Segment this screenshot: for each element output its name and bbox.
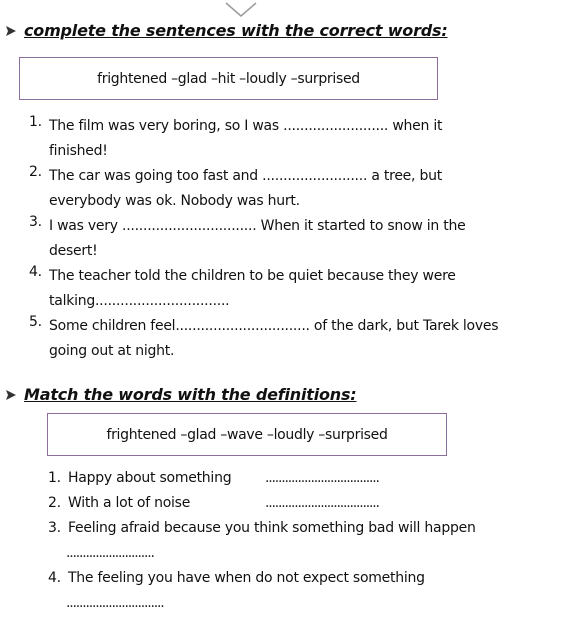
answer-blank: ........................... xyxy=(66,545,154,561)
list-item xyxy=(29,114,498,164)
item-number: 3. xyxy=(29,214,42,230)
sentence-line-1: The film was very boring, so I was ......................... when it xyxy=(49,118,443,134)
answer-blank: ................................... xyxy=(265,495,379,511)
item-number: 2. xyxy=(29,164,42,180)
definition-text: The feeling you have when do not expect something xyxy=(68,570,425,586)
list-item xyxy=(29,264,498,314)
list-item xyxy=(48,491,190,516)
definition-text: Happy about something xyxy=(68,470,232,486)
list-item xyxy=(29,214,498,264)
item-number: 1. xyxy=(29,114,42,130)
word-bank-text: frightened –glad –hit –loudly –surprised xyxy=(97,70,360,87)
sentence-line-1: The car was going too fast and ......................... a tree, but xyxy=(49,168,442,184)
word-bank-box xyxy=(47,413,447,456)
item-number: 4. xyxy=(29,264,42,280)
sentence-line-1: I was very ................................ When it started to snow in the xyxy=(49,218,466,234)
section-title-complete: complete the sentences with the correct words: xyxy=(6,21,448,40)
item-number: 2. xyxy=(48,495,61,511)
list-item xyxy=(48,516,476,541)
item-number: 5. xyxy=(29,314,42,330)
list-item xyxy=(48,466,231,491)
definition-list xyxy=(48,466,558,616)
chevron-down-icon xyxy=(224,0,258,18)
item-number: 3. xyxy=(48,520,61,536)
triangle-bullet-icon xyxy=(6,26,16,36)
definition-text: With a lot of noise xyxy=(68,495,191,511)
sentence-list xyxy=(29,114,498,364)
item-number: 1. xyxy=(48,470,61,486)
sentence-line-1: The teacher told the children to be quiet because they were xyxy=(49,268,456,284)
sentence-line-2: talking................................ xyxy=(49,293,230,309)
word-bank-box xyxy=(19,57,438,100)
sentence-line-2: desert! xyxy=(49,243,98,259)
item-number: 4. xyxy=(48,570,61,586)
word-bank-text: frightened –glad –wave –loudly –surprised xyxy=(106,426,388,443)
sentence-line-1: Some children feel................................ of the dark, but Tarek loves xyxy=(49,318,499,334)
section-title-match: Match the words with the definitions: xyxy=(6,385,356,404)
definition-text: Feeling afraid because you think something bad will happen xyxy=(68,520,476,536)
sentence-line-2: everybody was ok. Nobody was hurt. xyxy=(49,193,300,209)
answer-blank: .............................. xyxy=(66,595,164,611)
sentence-line-2: going out at night. xyxy=(49,343,175,359)
list-item xyxy=(48,566,425,591)
triangle-bullet-icon xyxy=(6,390,16,400)
list-item xyxy=(29,164,498,214)
list-item xyxy=(29,314,498,364)
sentence-line-2: finished! xyxy=(49,143,108,159)
answer-blank: ................................... xyxy=(265,470,379,486)
